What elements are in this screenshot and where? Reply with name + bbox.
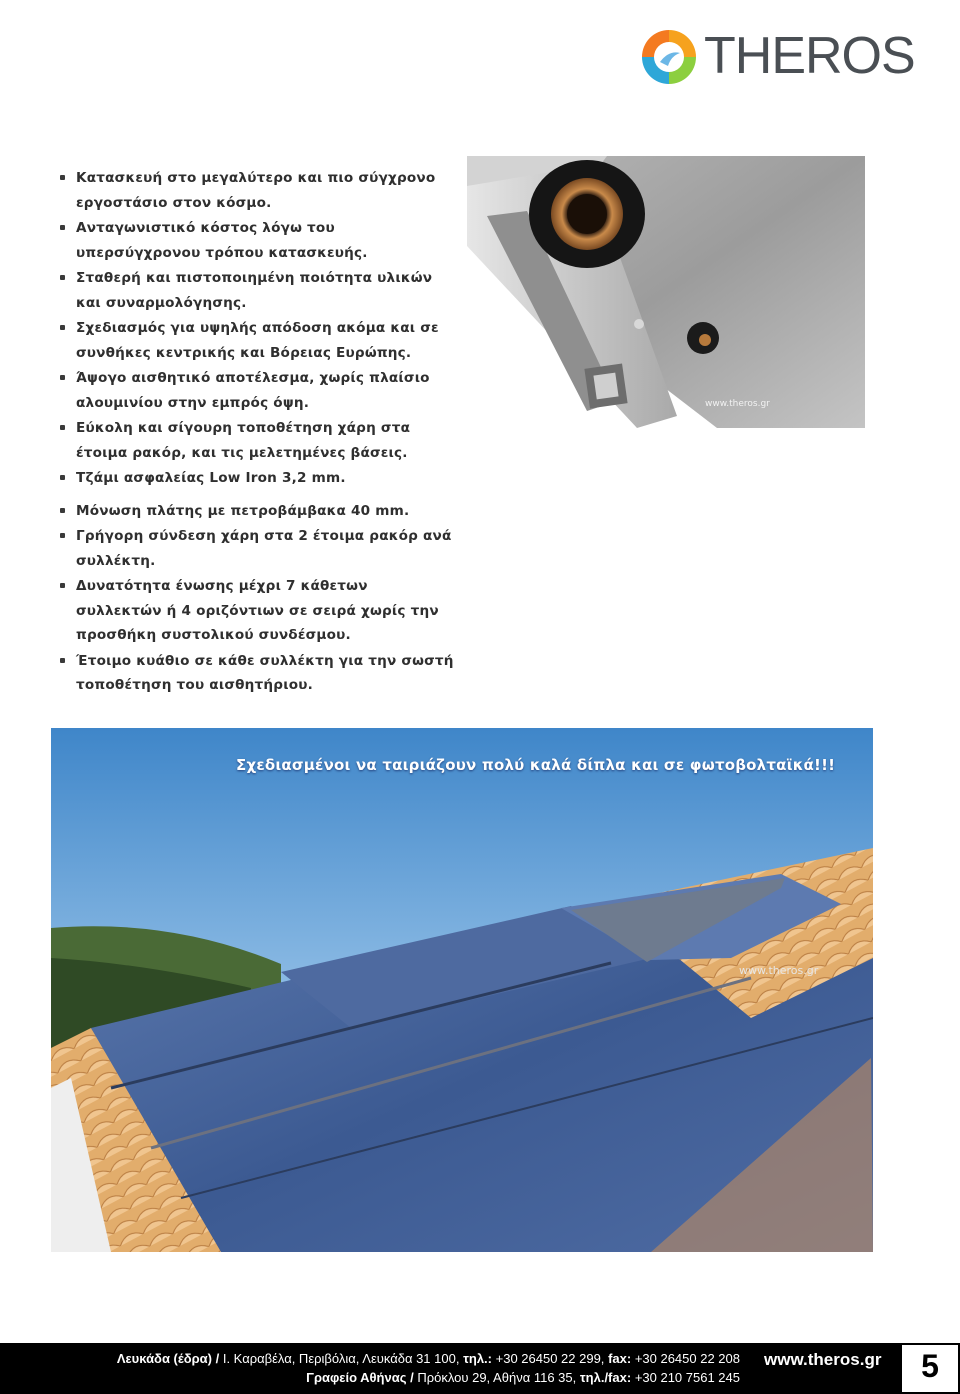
tel-label: τηλ.: [463,1351,492,1366]
feature-item: Μόνωση πλάτης με πετροβάμβακα 40 mm. [56,499,456,524]
sun-swirl-icon [638,26,700,88]
collector-closeup-photo [467,156,865,428]
page-number-box [900,1343,960,1394]
footer-athens-line [0,1370,740,1385]
closeup-watermark: www.theros.gr [705,399,770,409]
tel-value: +30 26450 22 299, [495,1351,605,1366]
feature-item: Τζάμι ασφαλείας Low Iron 3,2 mm. [56,466,456,491]
footer-hq-line [0,1351,740,1366]
feature-item: Εύκολη και σίγουρη τοποθέτηση χάρη στα έτοιμα ρακόρ, και τις μελετημένες βάσεις. [56,416,456,465]
hq-label: Λευκάδα (έδρα) / [116,1351,220,1366]
roof-collectors-photo [51,728,873,1252]
telfax-label: τηλ./fax: [579,1370,632,1385]
telfax-value: +30 210 7561 245 [634,1370,740,1385]
feature-item: Ανταγωνιστικό κόστος λόγω του υπερσύγχρονου τρόπου κατασκευής. [56,216,456,265]
fax-label: fax: [608,1351,632,1366]
feature-item: Σταθερή και πιστοποιημένη ποιότητα υλικών και συναρμολόγησης. [56,266,456,315]
footer-bar [0,1343,960,1394]
feature-item: Σχεδιασμός για υψηλής απόδοση ακόμα και σε συνθήκες κεντρικής και Βόρειας Ευρώπης. [56,316,456,365]
feature-item: Κατασκευή στο μεγαλύτερο και πιο σύγχρονο εργοστάσιο στον κόσμο. [56,166,456,215]
hq-address: Ι. Καραβέλα, Περιβόλια, Λευκάδα 31 100, [222,1351,460,1366]
website-link[interactable]: www.theros.gr [764,1350,882,1369]
brand-name: THEROS [704,27,915,85]
feature-list [56,166,456,699]
fax-value: +30 26450 22 208 [634,1351,740,1366]
theros-logo [638,26,915,88]
roof-watermark: www.theros.gr [739,964,819,977]
page-number: 5 [921,1348,939,1384]
feature-item: Έτοιμο κυάθιο σε κάθε συλλέκτη για την σωστή τοποθέτηση του αισθητήριου. [56,649,456,698]
feature-item: Άψογο αισθητικό αποτέλεσμα, χωρίς πλαίσιο αλουμινίου στην εμπρός όψη. [56,366,456,415]
athens-label: Γραφείο Αθήνας / [306,1370,414,1385]
roof-photo-caption: Σχεδιασμένοι να ταιριάζουν πολύ καλά δίπλα και σε φωτοβολταϊκά!!! [236,756,836,774]
feature-item: Δυνατότητα ένωσης μέχρι 7 κάθετων συλλεκτών ή 4 οριζόντιων σε σειρά χωρίς την προσθήκη συστολικού συνδέσμου. [56,574,456,648]
athens-address: Πρόκλου 29, Αθήνα 116 35, [417,1370,577,1385]
feature-item: Γρήγορη σύνδεση χάρη στα 2 έτοιμα ρακόρ ανά συλλέκτη. [56,524,456,573]
